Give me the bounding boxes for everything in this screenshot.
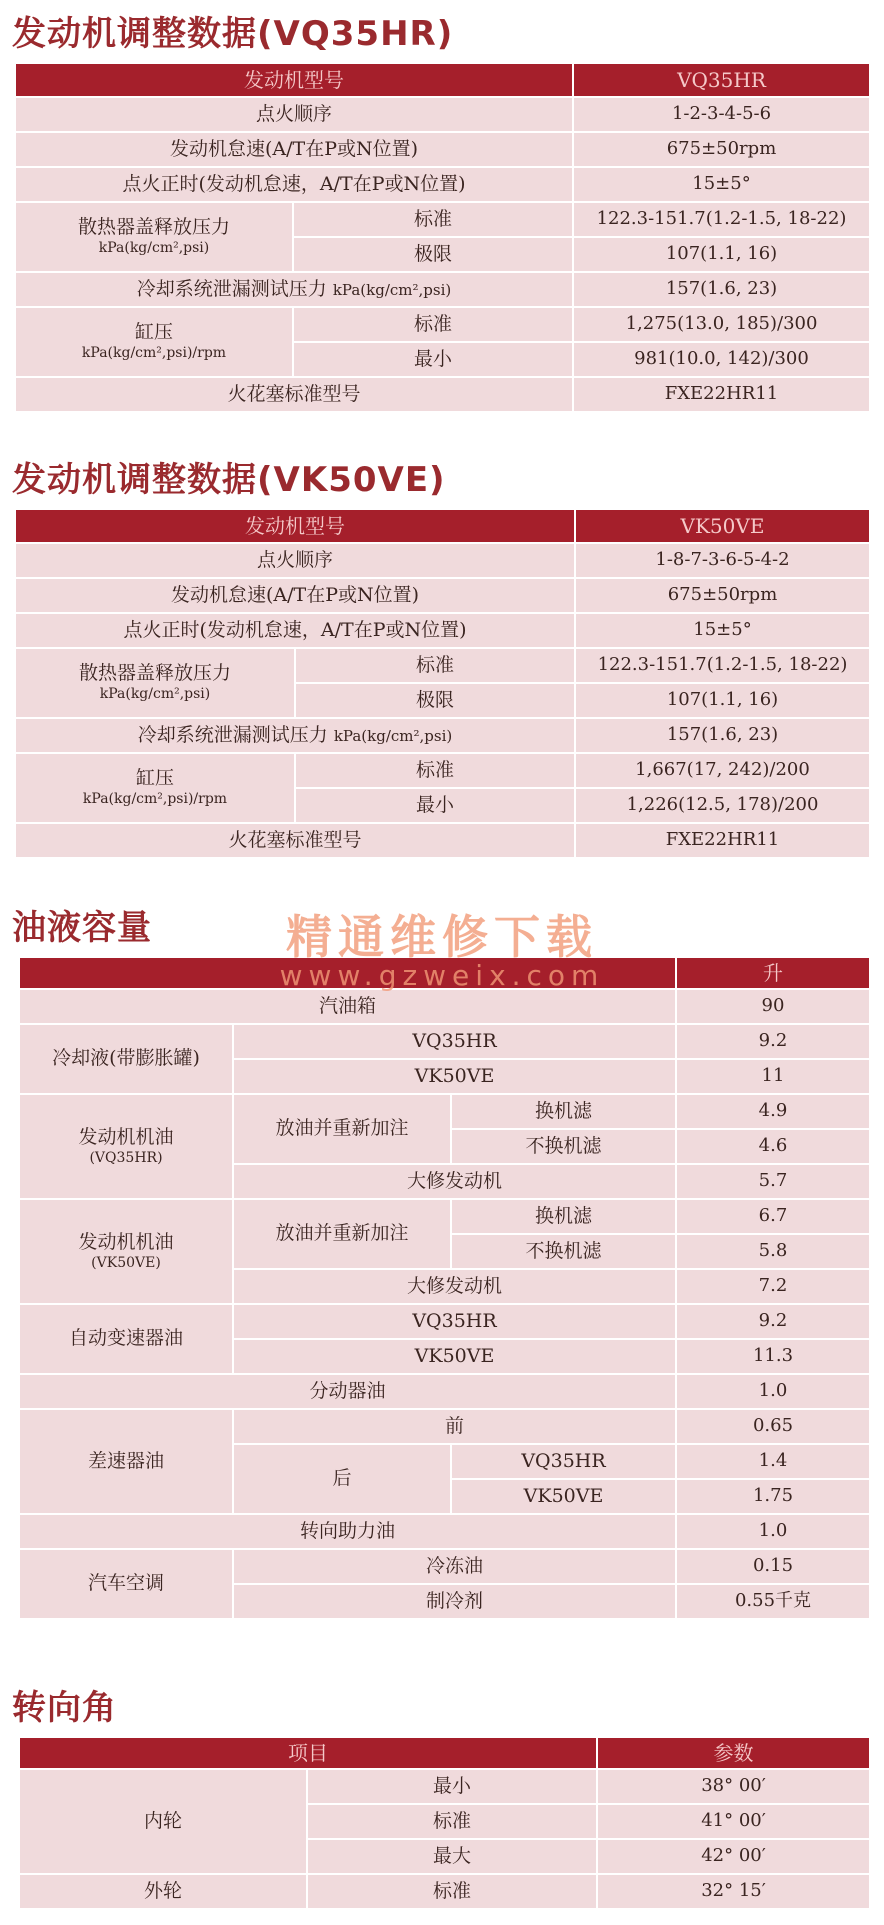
row-label: 冷却液(带膨胀罐) — [19, 1024, 233, 1094]
row-value: 11 — [676, 1059, 870, 1094]
unit-text: kPa(kg/cm²,psi) — [333, 726, 453, 745]
steering-angle-table — [18, 1736, 871, 1910]
row-value: 675±50rpm — [573, 132, 870, 167]
table-row — [15, 202, 870, 237]
table-header — [19, 1737, 870, 1769]
row-label: 内轮 — [19, 1769, 307, 1874]
label-text: 缸压 — [135, 767, 174, 790]
sub-label: 最小 — [293, 342, 573, 377]
header-unit: 升 — [676, 957, 870, 989]
sub-label: 后 — [233, 1444, 451, 1514]
row-value: 5.7 — [676, 1164, 870, 1199]
header-label: 发动机型号 — [15, 63, 573, 97]
table-row — [19, 1094, 870, 1129]
table-row — [19, 1514, 870, 1549]
header-label: 发动机型号 — [15, 509, 575, 543]
unit-text: kPa(kg/cm²,psi) — [98, 240, 210, 257]
label-text: 散热器盖释放压力 — [77, 216, 230, 239]
row-label — [19, 1199, 233, 1304]
row-label: 点火顺序 — [15, 97, 573, 132]
table-row — [15, 823, 870, 858]
row-value: 15±5° — [575, 613, 870, 648]
header-value: VQ35HR — [573, 63, 870, 97]
sub-label: 极限 — [293, 237, 573, 272]
row-value: 675±50rpm — [575, 578, 870, 613]
sub-label: 最小 — [295, 788, 575, 823]
table-header — [15, 509, 870, 543]
sub-label: 标准 — [293, 307, 573, 342]
table-row — [15, 718, 870, 753]
row-label: 汽油箱 — [19, 989, 676, 1024]
sub-label: 换机滤 — [451, 1199, 676, 1234]
sub-label: VQ35HR — [233, 1304, 676, 1339]
row-value: 6.7 — [676, 1199, 870, 1234]
row-value: 122.3-151.7(1.2-1.5, 18-22) — [573, 202, 870, 237]
table-row — [19, 1199, 870, 1234]
section-title-steering-angle: 转向角 — [12, 1688, 117, 1728]
table-header — [15, 63, 870, 97]
table-row — [19, 1549, 870, 1584]
sub-label: 制冷剂 — [233, 1584, 676, 1619]
row-value: 41° 00′ — [597, 1804, 870, 1839]
row-label — [15, 753, 295, 823]
table-row — [15, 613, 870, 648]
sub-label: VQ35HR — [233, 1024, 676, 1059]
row-label — [19, 1094, 233, 1199]
label-text: 发动机机油 — [78, 1125, 174, 1148]
row-value: 1.0 — [676, 1374, 870, 1409]
row-label: 转向助力油 — [19, 1514, 676, 1549]
table-row — [19, 1769, 870, 1804]
row-value: 5.8 — [676, 1234, 870, 1269]
label-text: 缸压 — [134, 321, 173, 344]
row-value: 1-8-7-3-6-5-4-2 — [575, 543, 870, 578]
row-label: 点火正时(发动机怠速，A/T在P或N位置) — [15, 613, 575, 648]
row-value: 9.2 — [676, 1304, 870, 1339]
row-value: FXE22HR11 — [575, 823, 870, 858]
row-label: 外轮 — [19, 1874, 307, 1909]
sub-label: 标准 — [295, 648, 575, 683]
row-label: 发动机怠速(A/T在P或N位置) — [15, 578, 575, 613]
unit-text: kPa(kg/cm²,psi)/rpm — [81, 345, 227, 362]
row-value: 157(1.6, 23) — [575, 718, 870, 753]
row-value: 1,667(17, 242)/200 — [575, 753, 870, 788]
table-row — [19, 989, 870, 1024]
row-value: 0.15 — [676, 1549, 870, 1584]
header-value: VK50VE — [575, 509, 870, 543]
table-row — [19, 1304, 870, 1339]
label-text: 发动机机油 — [78, 1230, 174, 1253]
row-label: 自动变速器油 — [19, 1304, 233, 1374]
unit-text: kPa(kg/cm²,psi) — [332, 280, 452, 299]
row-value: 1.0 — [676, 1514, 870, 1549]
label-text: 冷却系统泄漏测试压力 — [136, 277, 327, 300]
sub-label: VK50VE — [451, 1479, 676, 1514]
row-value: 122.3-151.7(1.2-1.5, 18-22) — [575, 648, 870, 683]
table-row — [15, 307, 870, 342]
table-row — [19, 1024, 870, 1059]
sub-label: 不换机滤 — [451, 1234, 676, 1269]
table-header — [19, 957, 870, 989]
row-label: 分动器油 — [19, 1374, 676, 1409]
row-label — [15, 307, 293, 377]
row-value: 15±5° — [573, 167, 870, 202]
row-label: 差速器油 — [19, 1409, 233, 1514]
watermark-url: www.gzweix.com — [279, 959, 605, 993]
table-row — [19, 1874, 870, 1909]
row-value: 157(1.6, 23) — [573, 272, 870, 307]
sub-label: VK50VE — [233, 1339, 676, 1374]
row-value: 90 — [676, 989, 870, 1024]
row-value: 1,275(13.0, 185)/300 — [573, 307, 870, 342]
row-value: 1.4 — [676, 1444, 870, 1479]
sub-label: 最大 — [307, 1839, 597, 1874]
label-text: 冷却系统泄漏测试压力 — [137, 723, 328, 746]
row-label: 发动机怠速(A/T在P或N位置) — [15, 132, 573, 167]
row-value: FXE22HR11 — [573, 377, 870, 412]
table-row — [15, 167, 870, 202]
row-value: 0.55千克 — [676, 1584, 870, 1619]
row-value: 7.2 — [676, 1269, 870, 1304]
section-title-fluid-capacity: 油液容量 — [12, 908, 152, 948]
row-label: 点火正时(发动机怠速，A/T在P或N位置) — [15, 167, 573, 202]
row-label — [15, 272, 573, 307]
table-row — [15, 272, 870, 307]
sub-label: 极限 — [295, 683, 575, 718]
sub-label: 换机滤 — [451, 1094, 676, 1129]
row-label — [15, 718, 575, 753]
row-value: 1-2-3-4-5-6 — [573, 97, 870, 132]
row-value: 4.6 — [676, 1129, 870, 1164]
row-value: 9.2 — [676, 1024, 870, 1059]
row-value: 0.65 — [676, 1409, 870, 1444]
header-blank — [19, 957, 676, 993]
section-title-vq35hr: 发动机调整数据(VQ35HR) — [12, 14, 454, 54]
sub-label: 标准 — [295, 753, 575, 788]
table-row — [15, 578, 870, 613]
label-text: 散热器盖释放压力 — [78, 662, 231, 685]
sub-label: 最小 — [307, 1769, 597, 1804]
row-value: 38° 00′ — [597, 1769, 870, 1804]
header-item: 项目 — [19, 1737, 597, 1769]
sub-label: 大修发动机 — [233, 1269, 676, 1304]
fluid-capacity-table — [18, 956, 871, 1620]
sub-label: VK50VE — [233, 1059, 676, 1094]
sub-label: 冷冻油 — [233, 1549, 676, 1584]
section-title-vk50ve: 发动机调整数据(VK50VE) — [12, 460, 446, 500]
row-value: 107(1.1, 16) — [575, 683, 870, 718]
sub-label: 不换机滤 — [451, 1129, 676, 1164]
row-value: 32° 15′ — [597, 1874, 870, 1909]
row-label: 火花塞标准型号 — [15, 823, 575, 858]
sub-label: 放油并重新加注 — [233, 1199, 451, 1269]
row-value: 4.9 — [676, 1094, 870, 1129]
table-row — [15, 648, 870, 683]
table-row — [15, 97, 870, 132]
sub-label: 放油并重新加注 — [233, 1094, 451, 1164]
engine-data-table-vk50ve — [14, 508, 871, 859]
table-row — [15, 377, 870, 412]
row-value: 42° 00′ — [597, 1839, 870, 1874]
table-row — [15, 132, 870, 167]
table-row — [15, 543, 870, 578]
label-sub: (VQ35HR) — [89, 1149, 163, 1166]
table-row — [15, 753, 870, 788]
watermark-text: 精通维修下载 — [286, 910, 598, 964]
row-value: 981(10.0, 142)/300 — [573, 342, 870, 377]
unit-text: kPa(kg/cm²,psi) — [99, 686, 211, 703]
row-label — [15, 648, 295, 718]
sub-label: VQ35HR — [451, 1444, 676, 1479]
table-row — [19, 1409, 870, 1444]
sub-label: 标准 — [307, 1874, 597, 1909]
row-label: 火花塞标准型号 — [15, 377, 573, 412]
engine-data-table-vq35hr — [14, 62, 871, 413]
sub-label: 标准 — [307, 1804, 597, 1839]
sub-label: 大修发动机 — [233, 1164, 676, 1199]
row-label — [15, 202, 293, 272]
sub-label: 前 — [233, 1409, 676, 1444]
row-label: 点火顺序 — [15, 543, 575, 578]
unit-text: kPa(kg/cm²,psi)/rpm — [82, 791, 228, 808]
row-value: 11.3 — [676, 1339, 870, 1374]
row-value: 1,226(12.5, 178)/200 — [575, 788, 870, 823]
header-param: 参数 — [597, 1737, 870, 1769]
sub-label: 标准 — [293, 202, 573, 237]
row-value: 1.75 — [676, 1479, 870, 1514]
row-value: 107(1.1, 16) — [573, 237, 870, 272]
table-row — [19, 1374, 870, 1409]
label-sub: (VK50VE) — [91, 1254, 161, 1271]
row-label: 汽车空调 — [19, 1549, 233, 1619]
